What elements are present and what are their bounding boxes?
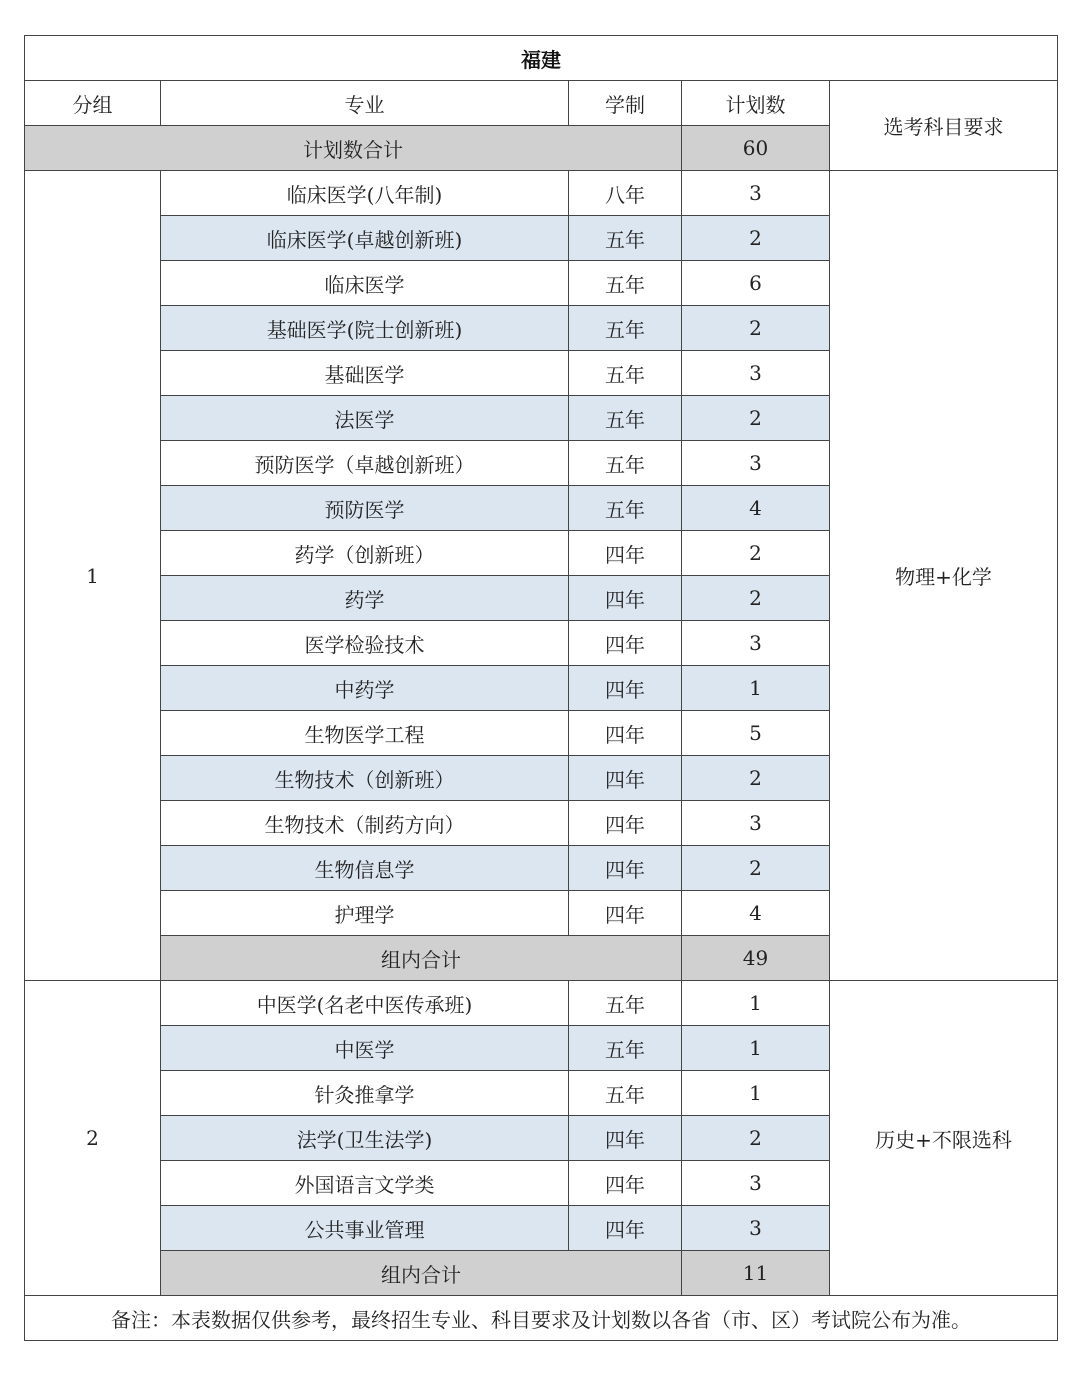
table-row [25, 981, 1058, 1026]
major-cell: 临床医学 [161, 261, 569, 306]
duration-cell: 四年 [569, 756, 682, 801]
major-cell: 中医学(名老中医传承班) [161, 981, 569, 1026]
major-cell: 生物信息学 [161, 846, 569, 891]
plan-count-cell: 2 [682, 1116, 830, 1161]
duration-cell: 四年 [569, 1206, 682, 1251]
plan-total-value: 60 [682, 126, 830, 171]
plan-count-cell: 3 [682, 621, 830, 666]
plan-count-cell: 4 [682, 486, 830, 531]
title-row [25, 36, 1058, 81]
groups-body [25, 171, 1058, 1296]
plan-count-cell: 2 [682, 756, 830, 801]
plan-count-cell: 2 [682, 576, 830, 621]
duration-cell: 五年 [569, 396, 682, 441]
duration-cell: 四年 [569, 846, 682, 891]
major-cell: 生物医学工程 [161, 711, 569, 756]
major-cell: 基础医学(院士创新班) [161, 306, 569, 351]
header-duration: 学制 [569, 81, 682, 126]
duration-cell: 四年 [569, 711, 682, 756]
duration-cell: 五年 [569, 1071, 682, 1116]
header-group: 分组 [25, 81, 161, 126]
major-cell: 外国语言文学类 [161, 1161, 569, 1206]
duration-cell: 五年 [569, 1026, 682, 1071]
plan-count-cell: 1 [682, 1071, 830, 1116]
major-cell: 生物技术（创新班） [161, 756, 569, 801]
major-cell: 临床医学(八年制) [161, 171, 569, 216]
major-cell: 预防医学 [161, 486, 569, 531]
duration-cell: 五年 [569, 486, 682, 531]
admission-plan-table [24, 35, 1058, 1341]
duration-cell: 四年 [569, 531, 682, 576]
plan-count-cell: 3 [682, 801, 830, 846]
duration-cell: 五年 [569, 261, 682, 306]
plan-count-cell: 2 [682, 531, 830, 576]
duration-cell: 五年 [569, 306, 682, 351]
group-id-cell: 1 [25, 171, 161, 981]
plan-count-cell: 1 [682, 1026, 830, 1071]
plan-total-label: 计划数合计 [25, 126, 682, 171]
plan-count-cell: 6 [682, 261, 830, 306]
major-cell: 基础医学 [161, 351, 569, 396]
major-cell: 生物技术（制药方向） [161, 801, 569, 846]
duration-cell: 五年 [569, 441, 682, 486]
duration-cell: 四年 [569, 621, 682, 666]
plan-count-cell: 2 [682, 846, 830, 891]
duration-cell: 四年 [569, 1161, 682, 1206]
subtotal-label: 组内合计 [161, 1251, 682, 1296]
plan-count-cell: 3 [682, 441, 830, 486]
footnote: 备注：本表数据仅供参考，最终招生专业、科目要求及计划数以各省（市、区）考试院公布为准。 [25, 1296, 1058, 1341]
plan-count-cell: 1 [682, 666, 830, 711]
plan-count-cell: 2 [682, 306, 830, 351]
page-title: 福建 [25, 36, 1058, 81]
major-cell: 法医学 [161, 396, 569, 441]
group-id-cell: 2 [25, 981, 161, 1296]
subject-requirement-cell: 物理+化学 [830, 171, 1058, 981]
major-cell: 预防医学（卓越创新班） [161, 441, 569, 486]
note-row [25, 1296, 1058, 1341]
header-row [25, 81, 1058, 126]
major-cell: 公共事业管理 [161, 1206, 569, 1251]
major-cell: 临床医学(卓越创新班) [161, 216, 569, 261]
table-row [25, 171, 1058, 216]
plan-count-cell: 1 [682, 981, 830, 1026]
duration-cell: 八年 [569, 171, 682, 216]
header-plan: 计划数 [682, 81, 830, 126]
major-cell: 护理学 [161, 891, 569, 936]
header-major: 专业 [161, 81, 569, 126]
major-cell: 法学(卫生法学) [161, 1116, 569, 1161]
duration-cell: 四年 [569, 576, 682, 621]
duration-cell: 五年 [569, 351, 682, 396]
plan-count-cell: 3 [682, 351, 830, 396]
subject-requirement-cell: 历史+不限选科 [830, 981, 1058, 1296]
major-cell: 药学（创新班） [161, 531, 569, 576]
duration-cell: 四年 [569, 1116, 682, 1161]
duration-cell: 五年 [569, 216, 682, 261]
plan-count-cell: 3 [682, 1161, 830, 1206]
subtotal-value: 49 [682, 936, 830, 981]
major-cell: 医学检验技术 [161, 621, 569, 666]
plan-count-cell: 3 [682, 171, 830, 216]
plan-count-cell: 4 [682, 891, 830, 936]
major-cell: 中药学 [161, 666, 569, 711]
major-cell: 中医学 [161, 1026, 569, 1071]
plan-count-cell: 3 [682, 1206, 830, 1251]
plan-count-cell: 2 [682, 216, 830, 261]
duration-cell: 四年 [569, 891, 682, 936]
plan-count-cell: 5 [682, 711, 830, 756]
duration-cell: 四年 [569, 801, 682, 846]
plan-count-cell: 2 [682, 396, 830, 441]
duration-cell: 四年 [569, 666, 682, 711]
subtotal-label: 组内合计 [161, 936, 682, 981]
subtotal-value: 11 [682, 1251, 830, 1296]
duration-cell: 五年 [569, 981, 682, 1026]
major-cell: 药学 [161, 576, 569, 621]
major-cell: 针灸推拿学 [161, 1071, 569, 1116]
header-subjects: 选考科目要求 [830, 81, 1058, 171]
